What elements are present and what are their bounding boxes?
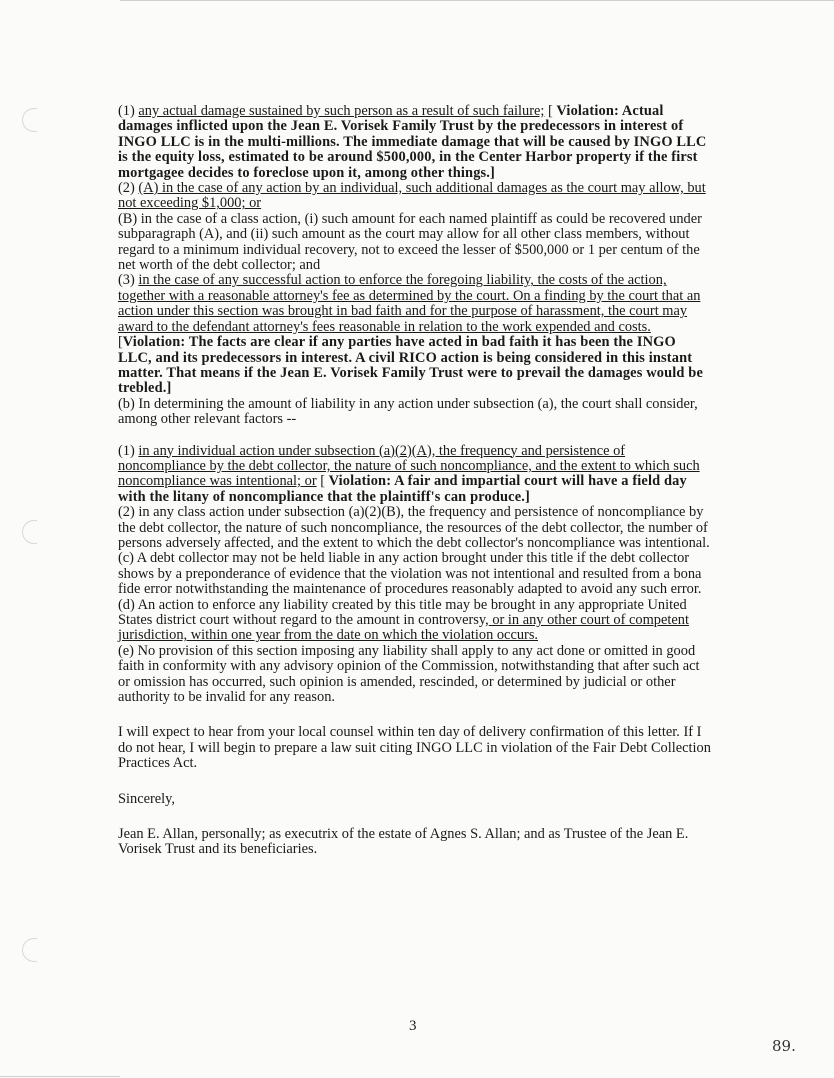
letter-body (118, 104, 712, 858)
scan-edge-line (0, 1076, 120, 1077)
violation-note: Violation: Actual damages inflicted upon the Jean E. Vorisek Family Trust by the predecessors in interest of INGO LLC is in the multi-millions. The immediate damage that will be caused by INGO LLC is the equity loss, estimated to be around $500,000, in the Center Harbor property if the first mortgagee decides to foreclose upon it, among other things.] (118, 103, 707, 181)
sign-off: Sincerely, (118, 790, 176, 807)
paragraph-c: (c) A debt collector may not be held liable in any action brought under this title if the debt collector shows by a preponderance of evidence that the violation was not intentional and resulted from a bona fide error notwithstanding the maintenance of procedures reasonably adapted to avoid any such error. (118, 550, 702, 598)
paragraph-b1 (118, 444, 712, 506)
hole-punch-mark (22, 520, 37, 544)
text: [ (544, 103, 557, 119)
paragraph-a3 (118, 273, 712, 396)
underlined-text: or in any other court of competent jurisdiction, within one year from the date on which the violation occurs. (118, 612, 689, 644)
underlined-text: in the case of any successful action to enforce the foregoing liability, the costs of the action, together with a reasonable attorney's fee as determined by the court. On a finding by the court that an action under this section was brought in bad faith and for the purpose of harassment, the court may award to the defendant attorney's fees reasonable in relation to the work expended and costs. (118, 272, 701, 335)
signature-block: Jean E. Allan, personally; as executrix of the estate of Agnes S. Allan; and as Trustee of the Jean E. Vorisek Trust and its beneficiaries. (118, 826, 689, 858)
paragraph-a2 (118, 181, 712, 212)
violation-note: Violation: A fair and impartial court will have a field day with the litany of noncompliance that the plaintiff's can produce.] (118, 473, 687, 505)
paragraph-a1 (118, 104, 712, 181)
hole-punch-mark (22, 938, 37, 962)
paragraph-b: (b) In determining the amount of liability in any action under subsection (a), the court shall consider, among other relevant factors -- (118, 395, 698, 428)
text: [ (118, 334, 123, 351)
underlined-text: (A) in the case of any action by an individual, such additional damages as the court may allow, but not exceeding $1,000; or (118, 180, 706, 212)
paragraph-e: (e) No provision of this section imposing any liability shall apply to any act done or omitted in good faith in conformity with any advisory opinion of the Commission, notwithstanding that after such act or omission has occurred, such opinion is amended, rescinded, or determined by judicial or other authority to be invalid for any reason. (118, 642, 700, 706)
text: (2) (118, 180, 139, 197)
underlined-text: in any individual action under subsection (a)(2)(A), the frequency and persistence of noncompliance by the debt collector, the nature of such noncompliance, and the extent to which such noncompliance was intentional; or (118, 442, 700, 490)
text: (3) (118, 272, 139, 289)
text: (d) An action to enforce any liability created by this title may be brought in any appropriate United States district court without regard to the amount in controversy, (118, 596, 687, 628)
scan-edge-line (120, 0, 834, 1)
underlined-text: any actual damage sustained by such person as a result of such failure; (138, 103, 545, 119)
paragraph-d (118, 598, 712, 644)
paragraph-a2b: (B) in the case of a class action, (i) such amount for each named plaintiff as could be recovered under subparagraph (A), and (ii) such amount as the court may allow for all other class members, without regard to a minimum individual recovery, not to exceed the lesser of $500,000 or 1 per centum of the net worth of the debt collector; and (118, 210, 702, 274)
handwritten-page-note: 89. (772, 1037, 796, 1055)
page-number: 3 (409, 1018, 417, 1034)
closing-paragraph: I will expect to hear from your local counsel within ten day of delivery confirmation of this letter. If I do not hear, I will begin to prepare a law suit citing INGO LLC in violation of the Fair Debt Collection Practices Act. (118, 724, 711, 772)
violation-note: Violation: The facts are clear if any parties have acted in bad faith it has been the INGO LLC, and its predecessors in interest. A civil RICO action is being considered in this instant matter. That means if the Jean E. Vorisek Family Trust were to prevail the damages would be trebled.] (118, 334, 703, 397)
hole-punch-mark (22, 108, 37, 132)
text: (1) (118, 442, 139, 459)
paragraph-b2: (2) in any class action under subsection (a)(2)(B), the frequency and persistence of noncompliance by the debt collector, the nature of such noncompliance, the resources of the debt collector, the number of persons adversely affected, and the extent to which the debt collector's noncompliance was intentional. (118, 504, 710, 551)
text: [ (316, 473, 329, 490)
text: (1) (118, 103, 139, 119)
